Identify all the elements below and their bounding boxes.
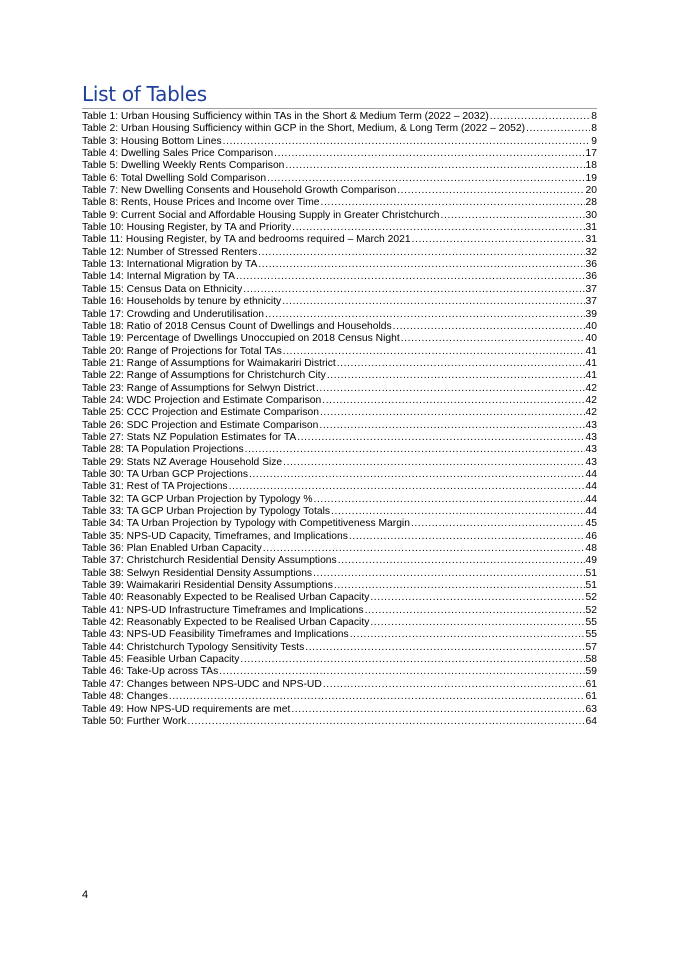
- toc-entry[interactable]: [82, 494, 597, 506]
- toc-leader-dots: [283, 457, 584, 469]
- toc-entry-page-number: 8: [591, 123, 597, 135]
- toc-entry-page-number: 46: [585, 530, 597, 542]
- toc-entry-page-number: 61: [585, 678, 597, 690]
- toc-leader-dots: [321, 197, 585, 209]
- toc-entry-page-number: 43: [585, 444, 597, 456]
- toc-entry[interactable]: [82, 148, 597, 160]
- toc-entry[interactable]: [82, 629, 597, 641]
- toc-leader-dots: [327, 370, 585, 382]
- toc-leader-dots: [337, 358, 585, 370]
- toc-entry-label: Table 15: Census Data on Ethnicity: [82, 283, 243, 295]
- toc-leader-dots: [349, 531, 585, 543]
- toc-entry-page-number: 43: [585, 419, 597, 431]
- toc-entry-label: Table 25: CCC Projection and Estimate Comparison: [82, 407, 319, 419]
- toc-entry[interactable]: [82, 173, 597, 185]
- toc-entry-page-number: 58: [585, 654, 597, 666]
- toc-entry-label: Table 22: Range of Assumptions for Christchurch City: [82, 370, 326, 382]
- toc-entry-label: Table 10: Housing Register, by TA and Priority: [82, 222, 292, 234]
- toc-entry-label: Table 33: TA GCP Urban Projection by Typology Totals: [82, 506, 331, 517]
- toc-entry[interactable]: [82, 185, 597, 197]
- toc-leader-dots: [490, 111, 591, 123]
- toc-leader-dots: [316, 383, 585, 395]
- toc-entry[interactable]: [82, 383, 597, 395]
- toc-entry-label: Table 21: Range of Assumptions for Waimakariri District: [82, 357, 336, 369]
- toc-entry-page-number: 42: [585, 382, 597, 394]
- toc-leader-dots: [319, 420, 584, 432]
- toc-leader-dots: [267, 173, 584, 185]
- toc-entry-label: Table 36: Plan Enabled Urban Capacity: [82, 543, 262, 555]
- toc-entry-page-number: 48: [585, 543, 597, 555]
- list-of-tables-heading: List of Tables: [82, 81, 597, 109]
- toc-entry-label: Table 24: WDC Projection and Estimate Comparison: [82, 394, 322, 406]
- toc-entry[interactable]: [82, 654, 597, 666]
- toc-entry-page-number: 28: [585, 197, 597, 209]
- toc-entry-page-number: 45: [585, 518, 597, 530]
- toc-entry-label: Table 48: Changes: [82, 691, 168, 703]
- toc-leader-dots: [258, 259, 584, 271]
- toc-entry-page-number: 64: [585, 715, 597, 727]
- toc-leader-dots: [323, 679, 585, 691]
- toc-entry[interactable]: [82, 666, 597, 678]
- toc-entry-label: Table 4: Dwelling Sales Price Comparison: [82, 148, 274, 160]
- toc-leader-dots: [229, 481, 585, 493]
- toc-entry-page-number: 36: [585, 259, 597, 271]
- toc-entry-page-number: 61: [585, 691, 597, 703]
- toc-entry[interactable]: [82, 160, 597, 172]
- toc-entry-page-number: 36: [585, 271, 597, 283]
- toc-leader-dots: [236, 271, 585, 283]
- toc-entry-page-number: 19: [585, 172, 597, 184]
- toc-entry-label: Table 18: Ratio of 2018 Census Count of Dwellings and Households: [82, 320, 392, 332]
- toc-entry[interactable]: [82, 704, 597, 716]
- toc-entry-label: Table 12: Number of Stressed Renters: [82, 246, 258, 258]
- toc-entry[interactable]: [82, 271, 597, 283]
- toc-entry[interactable]: [82, 642, 597, 654]
- toc-entry-label: Table 43: NPS-UD Feasibility Timeframes and Implications: [82, 629, 349, 641]
- toc-entry[interactable]: [82, 222, 597, 234]
- toc-entry-page-number: 40: [585, 320, 597, 332]
- toc-entry-label: Table 26: SDC Projection and Estimate Comparison: [82, 419, 319, 431]
- toc-leader-dots: [401, 333, 585, 345]
- toc-entry-page-number: 18: [585, 160, 597, 172]
- toc-leader-dots: [370, 592, 584, 604]
- toc-entry[interactable]: [82, 679, 597, 691]
- toc-entry-page-number: 44: [585, 493, 597, 505]
- toc-leader-dots: [334, 580, 585, 592]
- toc-entry-page-number: 37: [585, 283, 597, 295]
- toc-entry[interactable]: [82, 543, 597, 555]
- toc-leader-dots: [282, 296, 584, 308]
- toc-entry-page-number: 57: [585, 641, 597, 653]
- toc-entry[interactable]: [82, 716, 597, 728]
- toc-entry[interactable]: [82, 617, 597, 629]
- toc-entry[interactable]: [82, 469, 597, 481]
- toc-entry-page-number: 32: [585, 246, 597, 258]
- toc-entry[interactable]: [82, 481, 597, 493]
- toc-leader-dots: [285, 160, 584, 172]
- toc-entry[interactable]: [82, 234, 597, 246]
- toc-entry-page-number: 37: [585, 296, 597, 308]
- toc-leader-dots: [526, 123, 590, 135]
- toc-entry-page-number: 8: [591, 111, 597, 122]
- toc-entry[interactable]: [82, 407, 597, 419]
- toc-entry[interactable]: [82, 555, 597, 567]
- toc-leader-dots: [283, 346, 585, 358]
- toc-entry[interactable]: [82, 197, 597, 209]
- toc-entry[interactable]: [82, 321, 597, 333]
- toc-leader-dots: [291, 704, 584, 716]
- toc-leader-dots: [350, 629, 585, 641]
- toc-entry[interactable]: [82, 259, 597, 271]
- toc-entry-page-number: 17: [585, 148, 597, 160]
- toc-leader-dots: [320, 407, 585, 419]
- toc-entry-label: Table 34: TA Urban Projection by Typology with Competitiveness Margin: [82, 518, 410, 530]
- toc-leader-dots: [441, 210, 585, 222]
- toc-entry[interactable]: [82, 136, 597, 148]
- toc-entry-label: Table 2: Urban Housing Sufficiency within GCP in the Short, Medium, & Long Term (2022 – 2052): [82, 123, 526, 135]
- toc-leader-dots: [274, 148, 584, 160]
- toc-entry-page-number: 52: [585, 604, 597, 616]
- toc-entry-page-number: 40: [585, 333, 597, 345]
- toc-entry-label: Table 1: Urban Housing Sufficiency within TAs in the Short & Medium Term (2022 – 2032): [82, 111, 489, 122]
- toc-entry-label: Table 27: Stats NZ Population Estimates for TA: [82, 431, 297, 443]
- toc-entry-label: Table 13: International Migration by TA: [82, 259, 258, 271]
- toc-entry-label: Table 49: How NPS-UD requirements are met: [82, 703, 291, 715]
- toc-entry-label: Table 17: Crowding and Underutilisation: [82, 308, 265, 320]
- toc-entry[interactable]: [82, 691, 597, 703]
- toc-leader-dots: [365, 605, 585, 617]
- toc-entry-label: Table 3: Housing Bottom Lines: [82, 135, 222, 147]
- toc-entry-page-number: 9: [591, 135, 597, 147]
- toc-entry[interactable]: [82, 370, 597, 382]
- toc-entry-page-number: 31: [585, 234, 597, 246]
- toc-leader-dots: [258, 247, 584, 259]
- toc-entry-label: Table 41: NPS-UD Infrastructure Timeframes and Implications: [82, 604, 364, 616]
- toc-leader-dots: [313, 494, 584, 506]
- toc-leader-dots: [169, 691, 585, 703]
- toc-entry[interactable]: [82, 296, 597, 308]
- toc-entry-label: Table 19: Percentage of Dwellings Unoccupied on 2018 Census Night: [82, 333, 400, 345]
- table-of-contents-list: [82, 111, 597, 728]
- toc-entry-label: Table 9: Current Social and Affordable Housing Supply in Greater Christchurch: [82, 209, 440, 221]
- toc-entry-page-number: 44: [585, 506, 597, 517]
- toc-entry-page-number: 52: [585, 592, 597, 604]
- toc-entry[interactable]: [82, 531, 597, 543]
- toc-entry-page-number: 55: [585, 617, 597, 629]
- toc-entry-label: Table 47: Changes between NPS-UDC and NPS-UD: [82, 678, 322, 690]
- toc-entry-label: Table 5: Dwelling Weekly Rents Comparison: [82, 160, 285, 172]
- toc-entry-page-number: 31: [585, 222, 597, 234]
- toc-leader-dots: [370, 617, 584, 629]
- toc-leader-dots: [263, 543, 585, 555]
- toc-entry-label: Table 46: Take-Up across TAs: [82, 666, 219, 678]
- toc-entry[interactable]: [82, 457, 597, 469]
- toc-entry-label: Table 38: Selwyn Residential Density Assumptions: [82, 567, 313, 579]
- toc-leader-dots: [219, 666, 584, 678]
- toc-entry-label: Table 8: Rents, House Prices and Income over Time: [82, 197, 320, 209]
- toc-entry-page-number: 39: [585, 308, 597, 320]
- toc-entry-label: Table 7: New Dwelling Consents and Household Growth Comparison: [82, 185, 397, 197]
- toc-leader-dots: [243, 284, 584, 296]
- toc-entry-page-number: 41: [585, 357, 597, 369]
- toc-entry[interactable]: [82, 580, 597, 592]
- toc-entry-label: Table 30: TA Urban GCP Projections: [82, 468, 248, 480]
- toc-leader-dots: [265, 309, 585, 321]
- toc-entry-page-number: 51: [585, 580, 597, 592]
- toc-entry-label: Table 45: Feasible Urban Capacity: [82, 654, 240, 666]
- page-number: 4: [82, 889, 89, 901]
- toc-entry[interactable]: [82, 444, 597, 456]
- toc-leader-dots: [331, 506, 585, 518]
- toc-leader-dots: [297, 432, 584, 444]
- toc-entry-label: Table 20: Range of Projections for Total TAs: [82, 345, 282, 357]
- toc-entry-page-number: 43: [585, 456, 597, 468]
- toc-entry-label: Table 14: Internal Migration by TA: [82, 271, 236, 283]
- toc-entry[interactable]: [82, 506, 597, 518]
- toc-entry[interactable]: [82, 123, 597, 135]
- toc-entry[interactable]: [82, 210, 597, 222]
- toc-entry-label: Table 37: Christchurch Residential Density Assumptions: [82, 555, 337, 567]
- toc-leader-dots: [249, 469, 585, 481]
- toc-leader-dots: [305, 642, 584, 654]
- toc-entry[interactable]: [82, 518, 597, 530]
- toc-entry[interactable]: [82, 346, 597, 358]
- toc-entry-page-number: 44: [585, 481, 597, 493]
- toc-entry[interactable]: [82, 111, 597, 123]
- toc-entry[interactable]: [82, 420, 597, 432]
- toc-entry-page-number: 43: [585, 431, 597, 443]
- toc-entry[interactable]: [82, 247, 597, 259]
- toc-entry-label: Table 50: Further Work: [82, 715, 187, 727]
- toc-entry-label: Table 29: Stats NZ Average Household Size: [82, 456, 283, 468]
- toc-leader-dots: [245, 444, 585, 456]
- toc-entry-label: Table 32: TA GCP Urban Projection by Typology %: [82, 493, 313, 505]
- toc-entry[interactable]: [82, 432, 597, 444]
- toc-entry-label: Table 44: Christchurch Typology Sensitivity Tests: [82, 641, 305, 653]
- toc-entry-label: Table 31: Rest of TA Projections: [82, 481, 228, 493]
- toc-entry-label: Table 16: Households by tenure by ethnicity: [82, 296, 282, 308]
- toc-entry[interactable]: [82, 395, 597, 407]
- toc-entry-page-number: 44: [585, 468, 597, 480]
- toc-leader-dots: [397, 185, 584, 197]
- toc-leader-dots: [240, 654, 584, 666]
- toc-entry-page-number: 41: [585, 345, 597, 357]
- toc-entry-label: Table 35: NPS-UD Capacity, Timeframes, and Implications: [82, 530, 348, 542]
- toc-entry[interactable]: [82, 333, 597, 345]
- toc-entry-label: Table 39: Waimakariri Residential Density Assumptions: [82, 580, 333, 592]
- toc-entry[interactable]: [82, 605, 597, 617]
- toc-entry-page-number: 42: [585, 394, 597, 406]
- toc-entry-page-number: 20: [585, 185, 597, 197]
- toc-entry-page-number: 42: [585, 407, 597, 419]
- toc-entry-label: Table 28: TA Population Projections: [82, 444, 244, 456]
- toc-leader-dots: [292, 222, 584, 234]
- toc-entry-page-number: 49: [585, 555, 597, 567]
- toc-leader-dots: [338, 555, 585, 567]
- toc-entry-page-number: 41: [585, 370, 597, 382]
- toc-entry-page-number: 55: [585, 629, 597, 641]
- toc-entry[interactable]: [82, 309, 597, 321]
- toc-entry-page-number: 63: [585, 703, 597, 715]
- toc-entry[interactable]: [82, 358, 597, 370]
- toc-leader-dots: [393, 321, 585, 333]
- toc-entry[interactable]: [82, 592, 597, 604]
- toc-entry[interactable]: [82, 284, 597, 296]
- toc-leader-dots: [223, 136, 591, 148]
- toc-entry-label: Table 40: Reasonably Expected to be Realised Urban Capacity: [82, 592, 370, 604]
- toc-leader-dots: [412, 234, 585, 246]
- toc-entry-label: Table 11: Housing Register, by TA and bedrooms required – March 2021: [82, 234, 411, 246]
- toc-leader-dots: [188, 716, 585, 728]
- toc-leader-dots: [322, 395, 584, 407]
- toc-entry-label: Table 23: Range of Assumptions for Selwyn District: [82, 382, 315, 394]
- toc-leader-dots: [313, 568, 584, 580]
- toc-entry[interactable]: [82, 568, 597, 580]
- toc-entry-label: Table 6: Total Dwelling Sold Comparison: [82, 172, 267, 184]
- toc-entry-label: Table 42: Reasonably Expected to be Realised Urban Capacity: [82, 617, 370, 629]
- toc-entry-page-number: 59: [585, 666, 597, 678]
- toc-entry-page-number: 30: [585, 209, 597, 221]
- toc-leader-dots: [411, 518, 585, 530]
- toc-entry-page-number: 51: [585, 567, 597, 579]
